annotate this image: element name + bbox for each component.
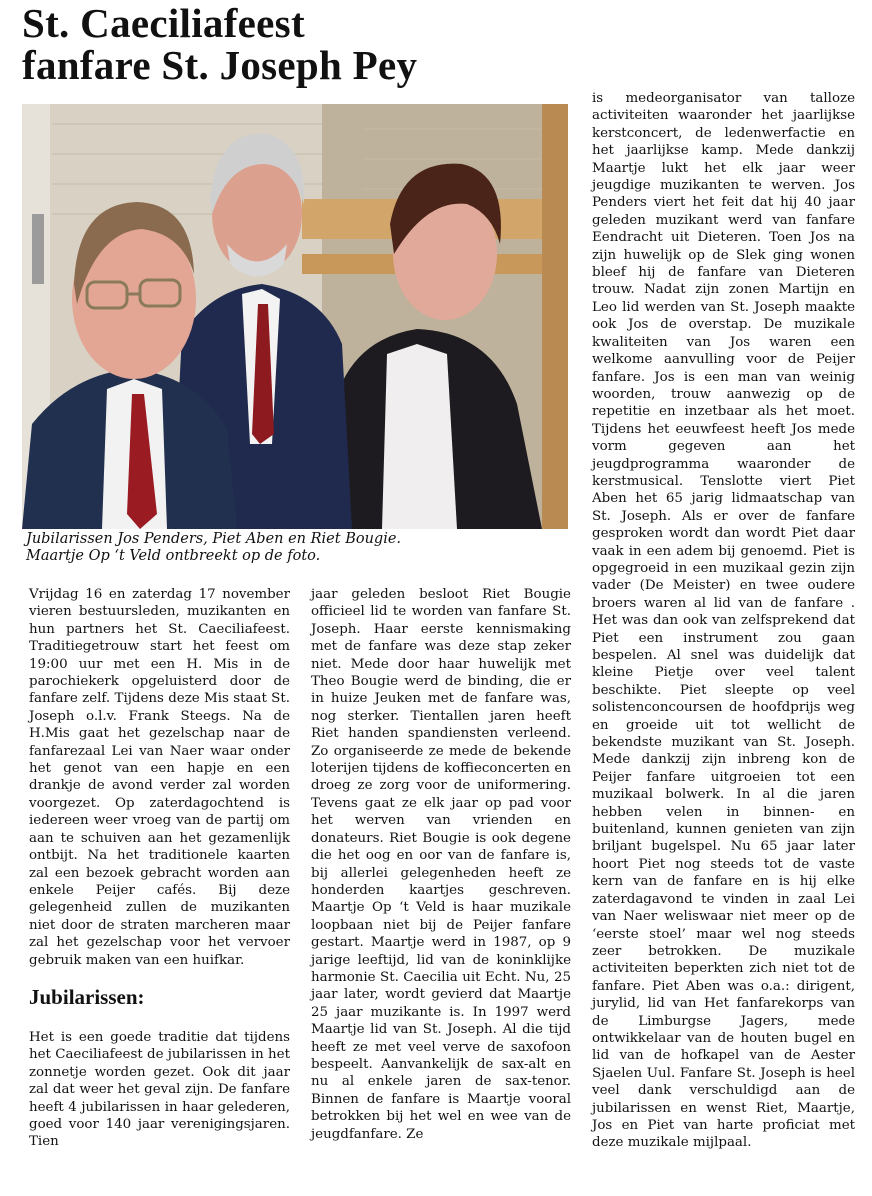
section-subheading: Jubilarissen: [29, 984, 145, 1009]
article-column-2 [311, 586, 571, 1143]
article-column-1 [29, 586, 290, 1151]
group-photo [22, 104, 568, 529]
column-2-text: jaar geleden besloot Riet Bougie officieel lid te worden van fanfare St. Joseph. Haar eerste kennismaking met de fanfare was deze stap zeker niet. Mede door haar huwelijk met Theo Bougie werd de binding, die er in huize Jeuken met de fanfare was, nog sterker. Tientallen jaren heeft Riet handen spandiensten verleend. Zo organiseerde ze mede de bekende loterijen tijdens de koffieconcerten en droeg ze zorg voor de uniformering. Tevens gaat ze elk jaar op pad voor het werven van vrienden en donateurs. Riet Bougie is ook degene die het oog en oor van de fanfare is, bij allerlei gelegenheden heeft ze honderden kaartjes geschreven. Maartje Op ‘t Veld is haar muzikale loopbaan niet bij de Peijer fanfare gestart. Maartje werd in 1987, op 9 jarige leeftijd, lid van de koninklijke harmonie St. Caecilia uit Echt. Nu, 25 jaar later, wordt gevierd dat Maartje 25 jaar muzikante is. In 1997 werd Maartje lid van St. Joseph. Al die tijd heeft ze met veel verve de saxofoon bespeelt. Aanvankelijk de sax-alt en nu al enkele jaren de sax-tenor. Binnen de fanfare is Maartje vooral betrokken bij het wel en wee van de jeugdfanfare. Ze [311, 587, 571, 1142]
group-photo-icon [22, 104, 568, 529]
photo-caption [26, 531, 572, 565]
caption-line-1: Jubilarissen Jos Penders, Piet Aben en Riet Bougie. [26, 531, 402, 547]
article-column-3 [592, 90, 855, 1152]
caption-line-2: Maartje Op ‘t Veld ontbreekt op de foto. [26, 548, 321, 564]
intro-paragraph: Vrijdag 16 en zaterdag 17 november vieren bestuursleden, muzikanten en hun partners het St. Caeciliafeest. Traditiegetrouw start het feest om 19:00 uur met een H. Mis in de parochiekerk opgeluisterd door de fanfare zelf. Tijdens deze Mis staat St. Joseph o.l.v. Frank Steegs. Na de H.Mis gaat het gezelschap naar de fanfarezaal Lei van Naer waar onder het genot van een hapje en een drankje de avond verder zal worden voorgezet. Op zaterdagochtend is iedereen weer vroeg van de partij om aan te schuiven aan het gezamenlijk ontbijt. Na het traditionele kaarten zal een bezoek gebracht worden aan enkele Peijer cafés. Bij deze gelegenheid zullen de muzikanten niet door de straten marcheren maar zal het gezelschap voor het vervoer gebruik maken van een huifkar. [29, 587, 290, 968]
article-headline [22, 2, 417, 86]
headline-line-2: fanfare St. Joseph Pey [22, 42, 418, 88]
headline-line-1: St. Caeciliafeest [22, 0, 305, 46]
column-3-text: is medeorganisator van talloze activiteiten waaronder het jaarlijkse kerstconcert, de ledenwerfactie en het jaarlijkse kamp. Mede dankzij Maartje lukt het elk jaar weer jeugdige muzikanten te werven. Jos Penders viert het feit dat hij 40 jaar geleden muzikant werd van fanfare Eendracht uit Dieteren. Toen Jos na zijn huwelijk op de Slek ging wonen bleef hij de fanfare van Dieteren trouw. Nadat zijn zonen Martijn en Leo lid werden van St. Joseph maakte ook Jos de overstap. De muzikale kwaliteiten van Jos waren een welkome aanvulling voor de Peijer fanfare. Jos is een man van weinig woorden, trouw aanwezig op de repetitie en inzetbaar als het moet. Tijdens het eeuwfeest heeft Jos mede vorm gegeven aan het jeugdprogramma waaronder de kerstmusical. Tenslotte viert Piet Aben het 65 jarig lidmaatschap van St. Joseph. Als er over de fanfare gesproken wordt dan wordt Piet daar vaak in een adem bij genoemd. Piet is opgegroeid in een muzikaal gezin zijn vader (De Meister) en twee oudere broers waren al lid van de fanfare . Het was dan ook van zelfsprekend dat Piet een instrument zou gaan bespelen. Al snel was duidelijk dat kleine Pietje over veel talent beschikte. Piet sleepte op veel solistenconcoursen de hoofdprijs weg en groeide uit tot wellicht de bekendste muzikant van St. Joseph. Mede dankzij zijn inbreng kon de Peijer fanfare uitgroeien tot een muzikaal bolwerk. In al die jaren hebben velen in binnen- en buitenland, kunnen genieten van zijn briljant bugelspel. Nu 65 jaar later hoort Piet nog steeds tot de vaste kern van de fanfare en is hij elke zaterdagavond te vinden in zaal Lei van Naer weliswaar niet meer op de ‘eerste stoel’ maar wel nog steeds zeer betrokken. De muzikale activiteiten beperkten zich niet tot de fanfare. Piet Aben was o.a.: dirigent, jurylid, lid van Het fanfarekorps van de Limburgse Jagers, mede ontwikkelaar van de houten bugel en lid van de hofkapel van de Aester Sjaelen Uul. Fanfare St. Joseph is heel veel dank verschuldigd aan de jubilarissen en wenst Riet, Maartje, Jos en Piet van harte proficiat met deze muzikale mijlpaal. [592, 91, 855, 1151]
jubilee-paragraph: Het is een goede traditie dat tijdens het Caeciliafeest de jubilarissen in het zonnetje worden gezet. Ook dit jaar zal dat weer het geval zijn. De fanfare heeft 4 jubilarissen in haar gelederen, goed voor 140 jaar verenigingsjaren. Tien [29, 1029, 290, 1150]
